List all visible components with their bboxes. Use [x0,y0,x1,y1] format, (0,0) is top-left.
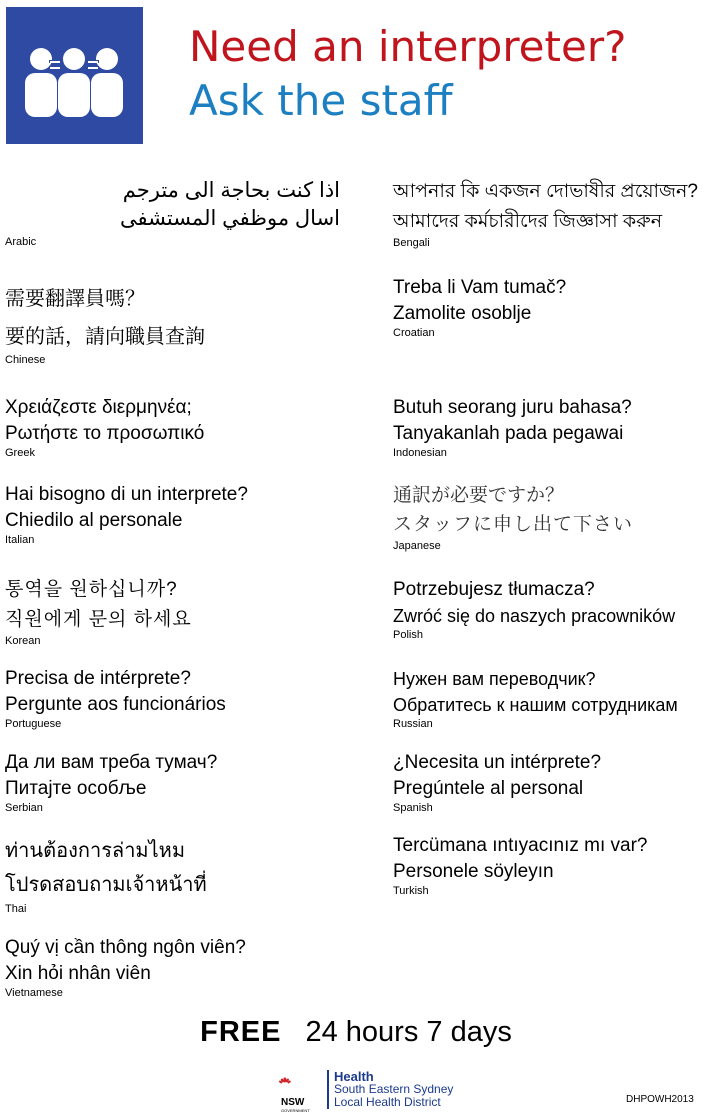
hours-label: 24 hours 7 days [305,1016,512,1048]
waratah-flower-icon [279,1066,325,1096]
language-label: Russian [393,718,433,730]
phrase-question: Нужен вам переводчик? [393,669,596,689]
government-label: GOVERNMENT [281,1108,310,1113]
language-label: Indonesian [393,447,447,459]
language-label: Italian [5,534,35,546]
title-question: Need an interpreter? [189,22,627,71]
phrase-instruction: Ρωτήστε το προσωπικό [5,423,205,444]
entry-croatian [393,275,566,340]
phrase-instruction: Xin hỏi nhân viên [5,963,151,984]
interpreter-logo [6,7,143,144]
phrase-question: 통역을 원하십니까? [5,579,178,600]
language-label: Spanish [393,802,433,814]
phrase-instruction: โปรดสอบถามเจ้าหน้าที่ [5,874,207,896]
district-line-1: South Eastern Sydney [334,1082,454,1096]
language-label: Japanese [393,540,441,552]
document-code: DHPOWH2013 [626,1094,694,1105]
entry-thai [5,836,207,916]
language-label: Arabic [5,236,37,248]
phrase-instruction: スタッフに申し出て下さい [393,514,634,535]
language-label: Polish [393,629,423,641]
entry-portuguese [5,666,226,731]
entry-spanish [393,750,601,815]
phrase-question: اذا كنت بحاجة الى مترجم [122,179,340,202]
phrase-question: Butuh seorang juru bahasa? [393,397,632,418]
entry-serbian [5,750,217,815]
free-service-line [0,1012,712,1052]
nsw-label: NSW [281,1097,305,1108]
phrase-question: Precisa de intérprete? [5,668,191,689]
phrase-question: আপনার কি একজন দোভাষীর প্রয়োজন? [393,181,698,202]
entry-greek [5,395,204,460]
phrase-instruction: Pregúntele al personal [393,778,584,799]
phrase-instruction: আমাদের কর্মচারীদের জিজ্ঞাসা করুন [393,211,663,232]
entry-polish [393,577,675,642]
district-line-2: Local Health District [334,1095,441,1109]
phrase-question: Tercümana ıntıyacınız mı var? [393,835,648,856]
entry-turkish [393,833,648,898]
phrase-instruction: Tanyakanlah pada pegawai [393,423,624,444]
health-label: Health [334,1069,374,1084]
phrase-instruction: 직원에게 문의 하세요 [5,609,192,630]
entry-arabic [5,177,340,249]
language-label: Turkish [393,885,429,897]
phrase-instruction: Zwróć się do naszych pracowników [393,606,676,626]
phrase-instruction: Personele söyleyın [393,861,554,882]
entry-chinese [5,283,205,367]
health-district-logo [327,1070,453,1109]
phrase-question: Χρειάζεστε διερμηνέα; [5,397,192,418]
entry-vietnamese [5,935,246,1000]
phrase-instruction: Обратитесь к нашим сотрудникам [393,695,678,715]
entry-italian [5,482,248,547]
language-label: Vietnamese [5,987,63,999]
entry-russian [393,666,678,731]
language-label: Korean [5,635,41,647]
page-title [189,20,626,128]
phrase-instruction: Pergunte aos funcionários [5,694,226,715]
entry-indonesian [393,395,632,460]
phrase-instruction: اسال موظفي المستشفى [120,207,340,230]
phrase-question: Potrzebujesz tłumacza? [393,579,595,600]
phrase-instruction: Питајте особље [5,778,147,799]
language-label: Thai [5,903,27,915]
phrase-question: Да ли вам треба тумач? [5,752,218,773]
phrase-question: 通訳が必要ですか？ [393,485,565,506]
entry-bengali [393,177,698,250]
title-instruction: Ask the staff [189,76,453,125]
phrase-question: Quý vị cần thông ngôn viên? [5,937,246,958]
language-label: Croatian [393,327,435,339]
phrase-instruction: Chiedilo al personale [5,510,183,531]
language-label: Serbian [5,802,43,814]
phrase-question: Hai bisogno di un interprete? [5,484,248,505]
entry-japanese [393,482,633,553]
language-label: Portuguese [5,718,62,730]
language-label: Chinese [5,354,46,366]
phrase-question: 需要翻譯員嗎？ [5,288,145,310]
phrase-question: Treba li Vam tumač? [393,277,567,298]
interpreter-people-icon [6,7,143,144]
free-label: FREE [200,1016,282,1048]
phrase-question: ¿Necesita un intérprete? [393,752,602,773]
entry-korean [5,575,192,648]
language-label: Bengali [393,237,430,249]
language-label: Greek [5,447,35,459]
phrase-instruction: 要的話，請向職員查詢 [5,326,205,348]
phrase-instruction: Zamolite osoblje [393,303,532,324]
phrase-question: ท่านต้องการล่ามไหม [5,840,186,862]
